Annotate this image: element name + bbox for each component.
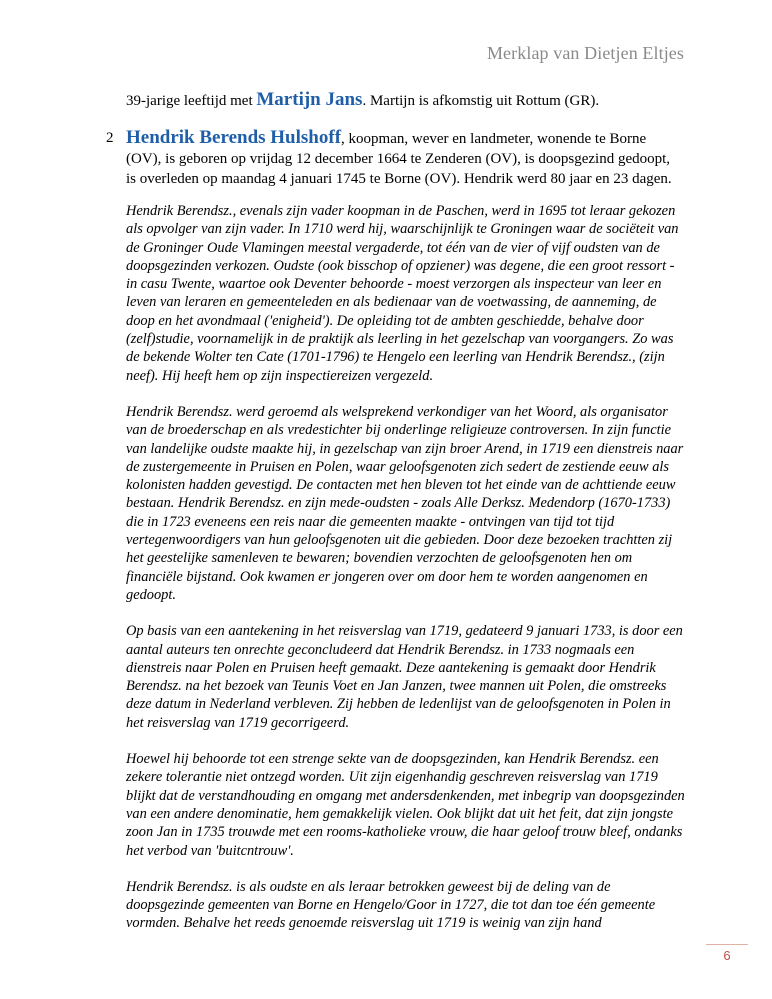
continuation-prefix: 39-jarige leeftijd met (126, 93, 257, 109)
continuation-suffix: . Martijn is afkomstig uit Rottum (GR). (362, 93, 600, 109)
spouse-name: Martijn Jans (256, 89, 363, 110)
page-number: 6 (723, 948, 731, 963)
note-paragraph: Hendrik Berendsz. is als oudste en als leraar betrokken geweest bij de deling van de doopsgezinde gemeenten van Borne en Hengelo/Goor in 1727, die tot dan toe één gemeente vormden. Behalve het reeds genoemde reisverslag uit 1719 is weinig van zijn hand (126, 878, 656, 932)
note-paragraph: Hoewel hij behoorde tot een strenge sekte van de doopsgezinden, kan Hendrik Berendsz. een zekere tolerantie niet ontzegd worden. Uit zijn eigenhandig geschreven reisverslag van 1719 blijkt dat de verstandhouding en omgang met andersdenkenden, met inbegrip van doopsgezinden van een andere denominatie, hem gemakkelijk vielen. Ook blijkt dat uit het feit, dat zijn jongste zoon Jan in 1735 trouwde met een rooms-katholieke vrouw, die haar geloof trouw bleef, ondanks het verbod van 'buitcntrouw'. (126, 751, 685, 859)
entry-number: 2 (106, 130, 114, 146)
genealogy-entry (106, 128, 676, 189)
running-header: Merklap van Dietjen Eltjes (486, 43, 684, 63)
biography-notes (126, 202, 686, 951)
entry-person-name: Hendrik Berends Hulshoff (126, 127, 342, 148)
continuation-line (126, 90, 599, 111)
note-paragraph: Op basis van een aantekening in het reisverslag van 1719, gedateerd 9 januari 1733, is door een aantal auteurs ten onrechte geconcludeerd dat Hendrik Berendsz. in 1733 nogmaals een dienstreis naar Polen en Pruisen heeft gemaakt. Deze aantekening is gemaakt door Hendrik Berendsz. na het bezoek van Teunis Voet en Jan Janzen, twee mannen uit Polen, die omstreeks deze datum in Nederland verbleven. Zij hebben de ledenlijst van de geloofsgenoten in Polen in het reisverslag van 1719 gecorrigeerd. (126, 623, 683, 731)
note-paragraph: Hendrik Berendsz. werd geroemd als welsprekend verkondiger van het Woord, als organisator van de broederschap en als vredestichter bij onderlinge religieuze controversen. In zijn functie van landelijke oudste maakte hij, in gezelschap van zijn broer Arend, in 1719 een dienstreis naar de zustergemeente in Pruisen en Polen, waar geloofsgenoten zich sedert de zestiende eeuw als kolonisten hadden gevestigd. De contacten met hen bleven tot het einde van de achttiende eeuw bestaan. Hendrik Berendsz. en zijn mede-oudsten - zoals Alle Derksz. Medendorp (1670-1733) die in 1723 eveneens een reis naar die gemeenten maakte - ontvingen van tijd tot tijd vertegenwoordigers van hun geloofsgenoten uit die gebieden. Door deze bezoeken trachtten zij het geestelijke samenleven te bewaren; bovendien verzochten de geloofsgenoten hen om financiële bijstand. Ook kwamen er jongeren over om door hem te worden aangenomen en gedoopt. (126, 403, 684, 603)
entry-description: , koopman, wever en landmeter, wonende te Borne (OV), is geboren op vrijdag 12 december 1664 te Zenderen (OV), is doopsgezind gedoopt, is overleden op maandag 4 januari 1745 te Borne (OV). Hendrik werd 80 jaar en 23 dagen. (126, 131, 672, 187)
note-paragraph: Hendrik Berendsz., evenals zijn vader koopman in de Paschen, werd in 1695 tot leraar gekozen als opvolger van zijn vader. In 1710 werd hij, waarschijnlijk te Groningen waar de sociëteit van de Groninger Oude Vlamingen meestal vergaderde, tot één van de vier of vijf oudsten van de doopsgezinden verkozen. Oudste (ook bisschop of opziener) was degene, die een groot ressort - in casu Twente, waartoe ook Deventer behoorde - moest verzorgen als inspecteur van leer en leven van leraren en gemeenteleden en als bedienaar van de voetwassing, de aanneming, de doop en het avondmaal ('enigheid'). De opleiding tot de ambten geschiedde, behalve door (zelf)studie, voornamelijk in de praktijk als leerling in het gezelschap van voorgangers. Zo was de bekende Wolter ten Cate (1701-1796) te Hengelo een leerling van Hendrik Berendsz., (zijn neef). Hij heeft hem op zijn inspectiereizen vergezeld. (126, 203, 679, 384)
entry-text (126, 128, 676, 189)
footer-divider (706, 944, 748, 945)
